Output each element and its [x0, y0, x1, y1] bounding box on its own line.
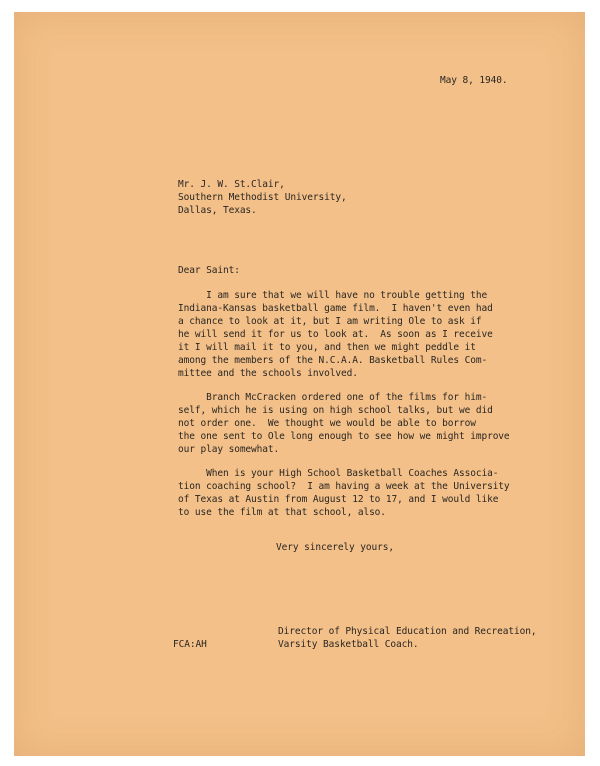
closing: Very sincerely yours,	[276, 542, 395, 553]
signature-title: Director of Physical Education and Recreation,	[278, 626, 537, 637]
salutation: Dear Saint:	[178, 265, 240, 276]
paragraph-3-line: of Texas at Austin from August 12 to 17, and I would like	[178, 494, 499, 505]
paragraph-1-line: Indiana-Kansas basketball game film. I haven't even had	[178, 303, 493, 314]
paragraph-1-line: a chance to look at it, but I am writing Ole to ask if	[178, 316, 482, 327]
paragraph-2-line: Branch McCracken ordered one of the films for him-	[178, 392, 488, 403]
paragraph-3-line: to use the film at that school, also.	[178, 507, 386, 518]
paragraph-3-line: When is your High School Basketball Coaches Associa-	[178, 468, 499, 479]
paragraph-2-line: self, which he is using on high school talks, but we did	[178, 405, 493, 416]
paragraph-2-line: not order one. We thought we would be able to borrow	[178, 418, 476, 429]
paragraph-1-line: he will send it for us to look at. As soon as I receive	[178, 329, 493, 340]
letter-page	[14, 12, 585, 756]
paragraph-1-line: I am sure that we will have no trouble getting the	[178, 290, 488, 301]
signature-subtitle: Varsity Basketball Coach.	[278, 639, 419, 650]
paragraph-2-line: the one sent to Ole long enough to see how we might improve	[178, 431, 510, 442]
recipient-name: Mr. J. W. St.Clair,	[178, 179, 285, 190]
paragraph-1-line: among the members of the N.C.A.A. Basketball Rules Com-	[178, 355, 488, 366]
paragraph-1-line: mittee and the schools involved.	[178, 368, 358, 379]
paragraph-2-line: our play somewhat.	[178, 444, 280, 455]
recipient-city: Dallas, Texas.	[178, 205, 257, 216]
letter-date: May 8, 1940.	[440, 75, 508, 86]
paragraph-3-line: tion coaching school? I am having a week at the University	[178, 481, 510, 492]
paragraph-1-line: it I will mail it to you, and then we might peddle it	[178, 342, 476, 353]
typist-initials: FCA:AH	[173, 639, 207, 650]
recipient-institution: Southern Methodist University,	[178, 192, 347, 203]
